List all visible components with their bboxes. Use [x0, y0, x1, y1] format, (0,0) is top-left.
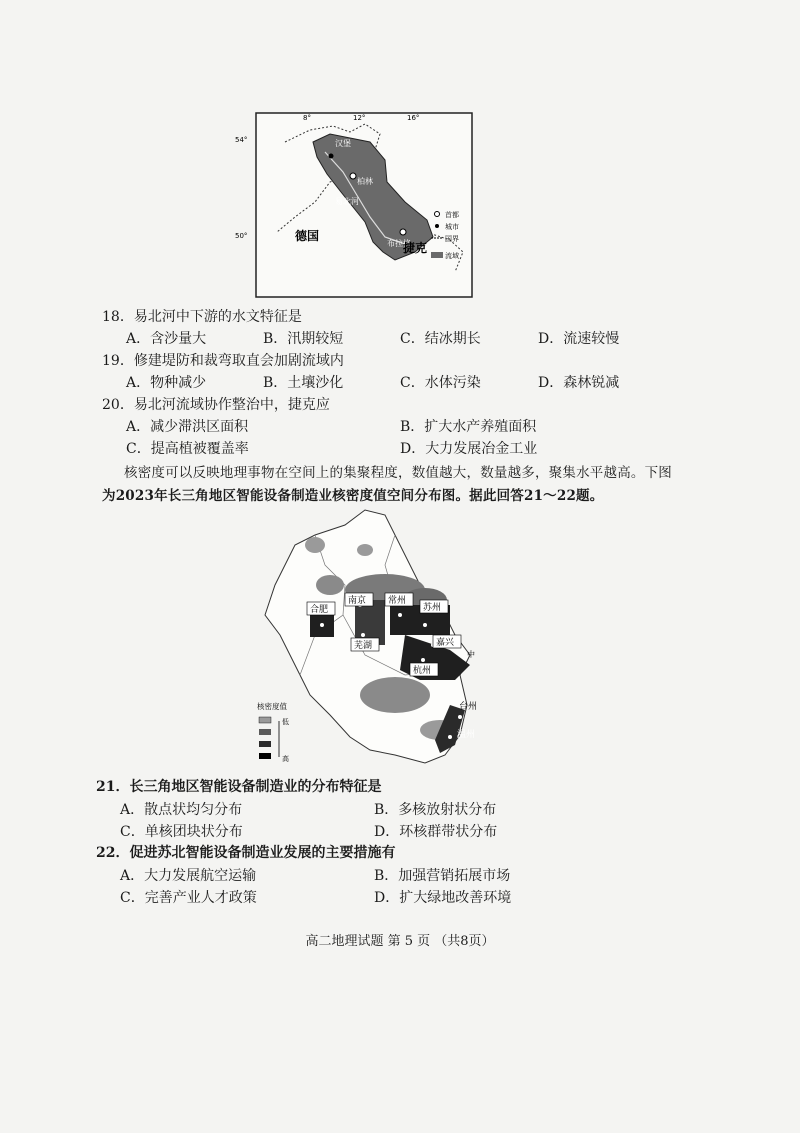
legend-swatch-3: [259, 741, 271, 747]
sea-label: 中: [467, 650, 475, 659]
yrd-map-svg: [255, 505, 485, 767]
city-label-hangzhou: 杭州: [413, 666, 432, 676]
question-20-stem: 20．易北河流域协作整治中，捷克应: [102, 397, 330, 413]
legend-city: 城市: [445, 223, 459, 231]
city-dot: [421, 658, 425, 662]
city-label-hefei: 合肥: [310, 605, 329, 615]
elbe-basin-map: [235, 112, 473, 298]
city-label-suzhou: 苏州: [423, 603, 442, 613]
elbe-river-label: 易北河: [335, 197, 359, 206]
legend-high: 高: [282, 755, 289, 763]
density-blob-low: [357, 544, 373, 556]
lon-label-8: 8°: [303, 114, 311, 122]
berlin-label: 柏林: [357, 177, 373, 186]
capital-icon: [435, 212, 440, 217]
q21-option-d[interactable]: D．环核群带状分布: [374, 824, 498, 840]
question-18-stem: 18．易北河中下游的水文特征是: [102, 309, 302, 325]
yrd-kernel-density-map: [255, 505, 485, 767]
q21-option-a[interactable]: A．散点状均匀分布: [120, 802, 243, 818]
city-label-nanjing: 南京: [348, 596, 367, 606]
page-footer: 高二地理试题 第 5 页 （共8页）: [305, 934, 495, 949]
city-dot: [458, 715, 462, 719]
city-label-jiaxing: 嘉兴: [436, 638, 455, 648]
lat-label-54: 54°: [235, 136, 248, 144]
legend-basin: 流域: [445, 252, 459, 260]
lon-label-16: 16°: [407, 114, 420, 122]
q20-option-c[interactable]: C．提高植被覆盖率: [126, 441, 249, 457]
legend-title: 核密度值: [257, 702, 287, 711]
city-icon: [435, 224, 439, 228]
q22-option-a[interactable]: A．大力发展航空运输: [120, 868, 257, 884]
q18-option-a[interactable]: A．含沙量大: [126, 331, 207, 347]
q20-option-d[interactable]: D．大力发展冶金工业: [400, 441, 538, 457]
basin-icon: [431, 252, 443, 258]
berlin-capital-icon: [350, 173, 356, 179]
q22-option-d[interactable]: D．扩大绿地改善环境: [374, 890, 512, 906]
q22-option-b[interactable]: B．加强营销拓展市场: [374, 868, 511, 884]
q19-option-c[interactable]: C．水体污染: [400, 375, 481, 391]
legend-capital: 首都: [445, 211, 459, 219]
city-label-changzhou: 常州: [388, 596, 407, 606]
question-22-stem: 22．促进苏北智能设备制造业发展的主要措施有: [96, 845, 396, 861]
czech-label: 捷克: [403, 241, 428, 255]
city-dot: [320, 623, 324, 627]
question-21-stem: 21．长三角地区智能设备制造业的分布特征是: [96, 779, 382, 795]
q18-option-c[interactable]: C．结冰期长: [400, 331, 481, 347]
intro-line-1: 核密度可以反映地理事物在空间上的集聚程度，数值越大，数量越多，聚集水平越高。下图: [124, 465, 672, 481]
hamburg-city-icon: [329, 154, 334, 159]
city-label-taizhou: 台州: [459, 702, 478, 712]
intro-line-2: 为2023年长三角地区智能设备制造业核密度值空间分布图。据此回答21～22题。: [102, 488, 604, 504]
legend-swatch-4: [259, 753, 271, 759]
hamburg-label: 汉堡: [335, 139, 351, 148]
germany-label: 德国: [295, 229, 320, 243]
legend-border: 国界: [445, 235, 459, 243]
question-19-stem: 19．修建堤防和裁弯取直会加剧流域内: [102, 353, 344, 369]
density-blob-low: [305, 537, 325, 553]
prague-label: 布拉格: [387, 239, 411, 248]
prague-capital-icon: [400, 229, 406, 235]
q19-option-d[interactable]: D．森林锐减: [538, 375, 620, 391]
elbe-map-svg: [235, 112, 473, 298]
legend-swatch-1: [259, 717, 271, 723]
lat-label-50: 50°: [235, 232, 248, 240]
density-blob-mid: [360, 677, 430, 713]
lon-label-12: 12°: [353, 114, 366, 122]
city-dot: [448, 735, 452, 739]
q20-option-b[interactable]: B．扩大水产养殖面积: [400, 419, 537, 435]
city-dot: [361, 633, 365, 637]
q18-option-d[interactable]: D．流速较慢: [538, 331, 620, 347]
q19-option-b[interactable]: B．土壤沙化: [263, 375, 344, 391]
q22-option-c[interactable]: C．完善产业人才政策: [120, 890, 257, 906]
q20-option-a[interactable]: A．减少滞洪区面积: [126, 419, 249, 435]
legend-swatch-2: [259, 729, 271, 735]
q21-option-c[interactable]: C．单核团块状分布: [120, 824, 243, 840]
city-dot: [398, 613, 402, 617]
density-blob-low: [316, 575, 344, 595]
legend-low: 低: [282, 718, 289, 726]
q21-option-b[interactable]: B．多核放射状分布: [374, 802, 497, 818]
city-label-wenzhou: 温州: [457, 730, 476, 740]
q19-option-a[interactable]: A．物种减少: [126, 375, 207, 391]
city-dot: [423, 623, 427, 627]
q18-option-b[interactable]: B．汛期较短: [263, 331, 344, 347]
city-label-wuhu: 芜湖: [354, 641, 373, 651]
